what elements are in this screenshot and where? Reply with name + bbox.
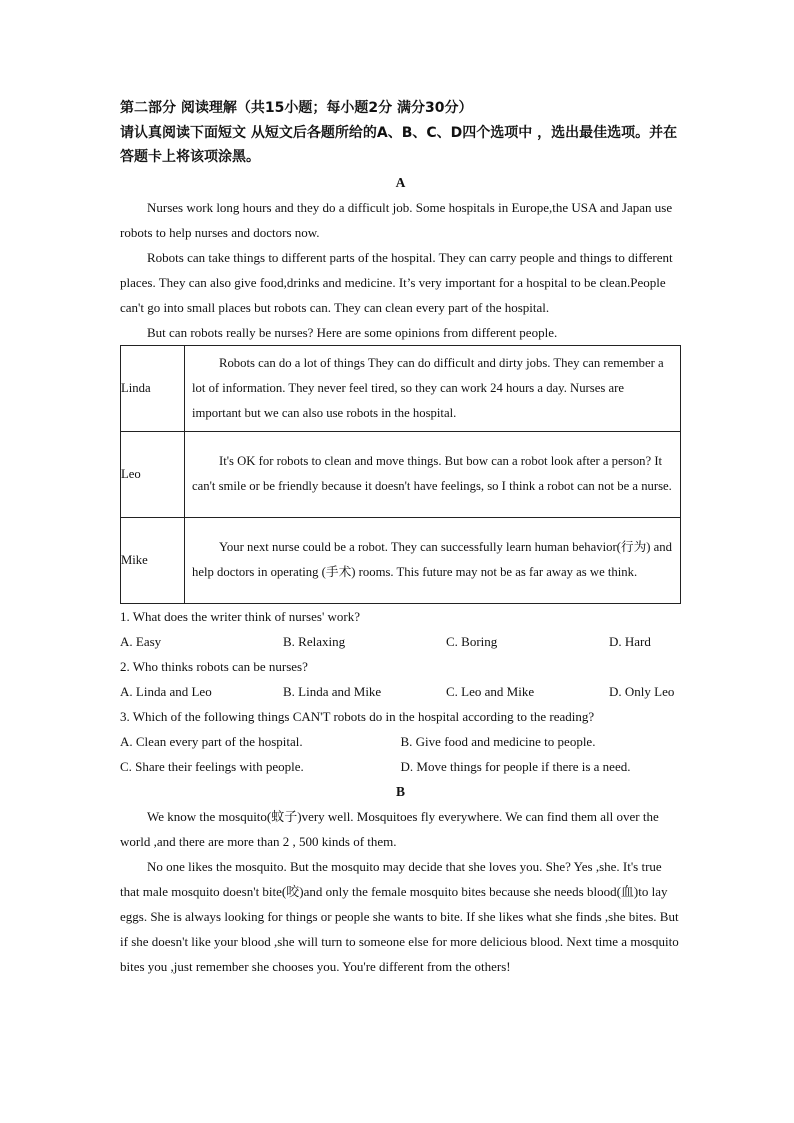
- option: A. Linda and Leo: [120, 683, 212, 699]
- passage-a-label: A: [395, 174, 406, 190]
- option: D. Hard: [609, 633, 651, 649]
- option: A. Easy: [120, 633, 162, 649]
- option: D. Only Leo: [609, 683, 675, 699]
- passage-a-paragraph: Robots can take things to different parts of the hospital. They can carry people and things to different places. They can also give food,drinks and medicine. It’s very important for a hospital to be clean.People can't go into small places but robots can. They can clean every part of the hospital.: [120, 249, 673, 315]
- section-title: 第二部分 阅读理解（共15小题；每小题2分 满分30分）: [120, 100, 473, 116]
- opinion-name: Leo: [121, 431, 185, 517]
- opinion-name: Mike: [121, 517, 185, 603]
- option: A. Clean every part of the hospital.: [120, 733, 303, 749]
- question-options: [120, 729, 681, 754]
- option: C. Boring: [446, 633, 498, 649]
- option: C. Share their feelings with people.: [120, 758, 304, 774]
- passage-a-paragraph: Nurses work long hours and they do a difficult job. Some hospitals in Europe,the USA and Japan use robots to help nurses and doctors now.: [120, 199, 673, 240]
- opinions-table: [120, 345, 681, 604]
- opinion-text: It's OK for robots to clean and move things. But bow can a robot look after a person? It can't smile or be friendly because it doesn't have feelings, so I think a robot can not be a nurse.: [185, 431, 681, 517]
- question-stem: 2. Who thinks robots can be nurses?: [120, 658, 308, 674]
- opinion-text: Robots can do a lot of things They can do difficult and dirty jobs. They can remember a lot of information. They never feel tired, so they can work 24 hours a day. Nurses are important but we can also use robots in the hospital.: [185, 345, 681, 431]
- option: B. Give food and medicine to people.: [400, 733, 596, 749]
- question-stem: 1. What does the writer think of nurses' work?: [120, 608, 361, 624]
- passage-a-paragraph: But can robots really be nurses? Here are some opinions from different people.: [147, 324, 558, 340]
- instruction-line-2: 答题卡上将该项涂黑。: [120, 149, 260, 165]
- passage-b-paragraph: We know the mosquito(蚊子)very well. Mosquitoes fly everywhere. We can find them all over the world ,and there are more than 2 , 500 kinds of them.: [120, 808, 659, 849]
- opinion-name: Linda: [121, 345, 185, 431]
- question-options: [120, 754, 681, 779]
- opinion-text: Your next nurse could be a robot. They can successfully learn human behavior(行为) and help doctors in operating (手术) rooms. This future may not be as far away as we think.: [185, 517, 681, 603]
- option: D. Move things for people if there is a need.: [400, 758, 631, 774]
- question-stem: 3. Which of the following things CAN'T robots do in the hospital according to the reading?: [120, 708, 595, 724]
- opinion-row: [121, 517, 681, 603]
- option: B. Linda and Mike: [283, 683, 382, 699]
- option: B. Relaxing: [283, 633, 346, 649]
- question-options: [120, 629, 681, 654]
- opinion-row: [121, 431, 681, 517]
- opinion-row: [121, 345, 681, 431]
- document-page: [120, 96, 681, 979]
- instruction-line-1: 请认真阅读下面短文 从短文后各题所给的A、B、C、D四个选项中 ，选出最佳选项。并在: [120, 124, 678, 141]
- passage-b-label: B: [395, 783, 405, 799]
- question-options: [120, 679, 681, 704]
- passage-b-paragraph: No one likes the mosquito. But the mosquito may decide that she loves you. She? Yes ,she. It's true that male mosquito doesn't bite(咬)and only the female mosquito bites because she needs blood(血)to lay eggs. She is always looking for things or people she wants to bite. If she likes what she finds ,she bites. But if she doesn't like your blood ,she will turn to someone else for more delicious blood. Next time a mosquito bites you ,just remember she chooses you. You're different from the others!: [120, 858, 679, 974]
- option: C. Leo and Mike: [446, 683, 535, 699]
